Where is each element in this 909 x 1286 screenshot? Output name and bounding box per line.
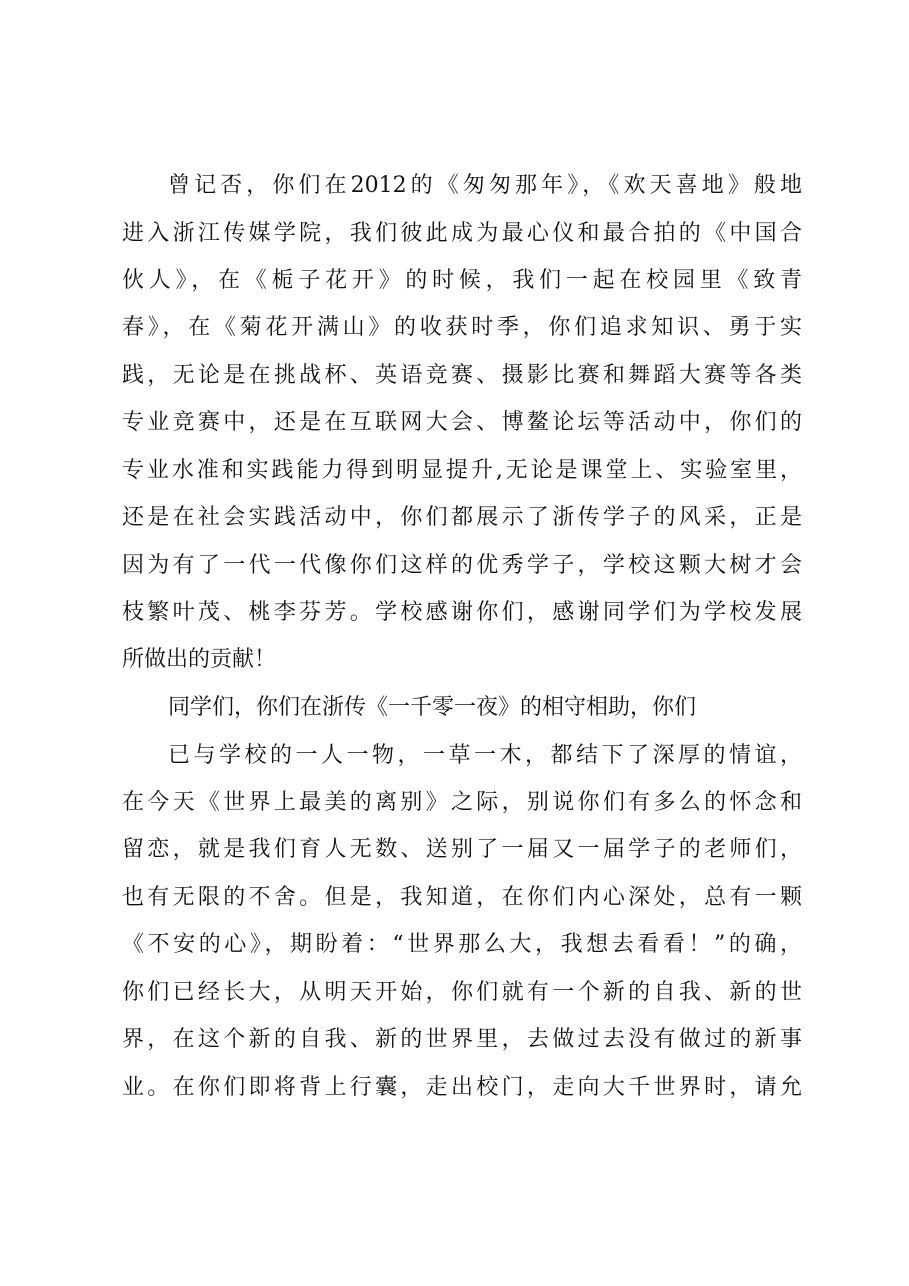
text-line: 业。在你们即将背上行囊，走出校门，走向大千世界时，请允	[122, 1075, 802, 1100]
text-line: 春》，在《菊花开满山》的收获时季，你们追求知识、勇于实	[122, 315, 802, 340]
text-line: 枝繁叶茂、桃李芬芳。学校感谢你们，感谢同学们为学校发展	[122, 600, 802, 625]
text-line: 伙人》，在《栀子花开》的时候，我们一起在校园里《致青	[122, 268, 802, 293]
text-line: 还是在社会实践活动中，你们都展示了浙传学子的风采，正是	[122, 505, 802, 530]
text-line: 因为有了一代一代像你们这样的优秀学子，学校这颗大树才会	[122, 553, 802, 578]
text-line: 在今天《世界上最美的离别》之际，别说你们有多么的怀念和	[122, 790, 802, 815]
text-line: 也有无限的不舍。但是，我知道，在你们内心深处，总有一颗	[122, 885, 802, 910]
text-line: 进入浙江传媒学院，我们彼此成为最心仪和最合拍的《中国合	[122, 221, 802, 246]
text-line: 践，无论是在挑战杯、英语竞赛、摄影比赛和舞蹈大赛等各类	[122, 363, 802, 388]
text-line: 曾记否，你们在2012的《匆匆那年》，《欢天喜地》般地	[168, 173, 802, 198]
text-line: 专业水准和实践能力得到明显提升,无论是课堂上、实验室里，	[122, 458, 802, 483]
text-line: 你们已经长大，从明天开始，你们就有一个新的自我、新的世	[122, 980, 802, 1005]
text-line: 已与学校的一人一物，一草一木，都结下了深厚的情谊，	[168, 743, 802, 768]
text-line: 界，在这个新的自我、新的世界里，去做过去没有做过的新事	[122, 1027, 802, 1052]
text-line: 专业竞赛中，还是在互联网大会、博鳌论坛等活动中，你们的	[122, 410, 802, 435]
text-line: 《不安的心》，期盼着：“世界那么大，我想去看看！”的确，	[122, 932, 802, 957]
text-line: 同学们，你们在浙传《一千零一夜》的相守相助，你们	[168, 695, 697, 720]
text-line: 所做出的贡献！	[122, 647, 277, 672]
text-line: 留恋，就是我们育人无数、送别了一届又一届学子的老师们，	[122, 837, 802, 862]
